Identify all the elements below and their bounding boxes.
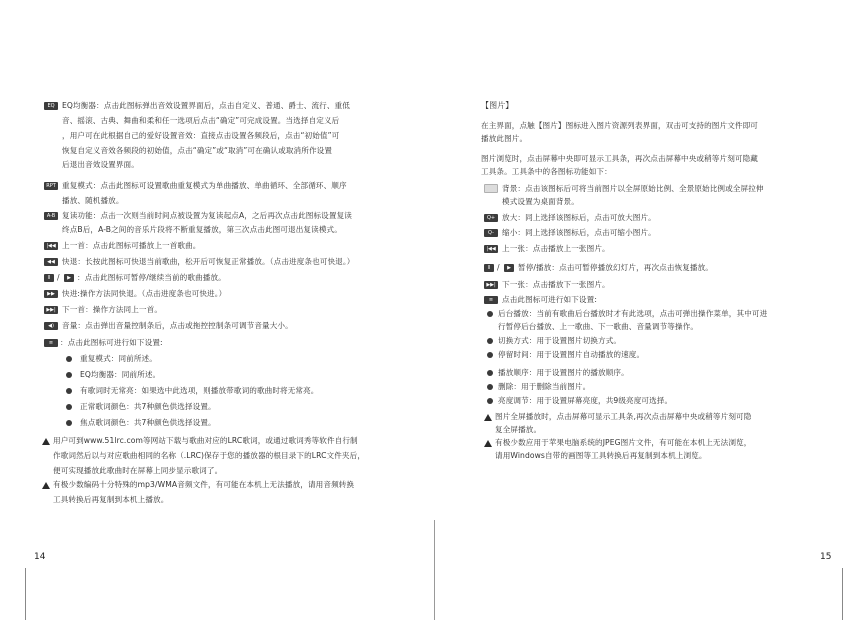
background-text-2: 模式设置为桌面背景。 xyxy=(502,197,579,206)
zoom-out-icon: Q- xyxy=(484,229,498,237)
previous-track-icon: |◀◀ xyxy=(44,242,58,250)
slash-text: / xyxy=(57,273,60,282)
prev-text: 上一首：点击此图标可播放上一首歌曲。 xyxy=(62,241,201,250)
repeat-icon: RPT xyxy=(44,182,58,190)
settings-item-3: 有歌词时无常亮：如果选中此选项，则播放带歌词的歌曲时将无常亮。 xyxy=(80,386,319,395)
pic-settings-item-6: 亮度调节：用于设置屏幕亮度，共9级亮度可选择。 xyxy=(498,396,673,405)
pic-pause-text: 暂停/播放：点击可暂停播放幻灯片，再次点击恢复播放。 xyxy=(518,263,713,272)
eq-text-4: 恢复自定义音效各频段的初始值，点击“确定”或“取消”可在确认或取消所作设置 xyxy=(62,146,333,155)
page-number: 14 xyxy=(34,552,46,562)
repeat-text-2: 播放、随机播放。 xyxy=(62,196,124,205)
picture-settings-icon: ≡ xyxy=(484,296,498,304)
previous-picture-icon: |◀◀ xyxy=(484,245,498,253)
slash-text: / xyxy=(497,263,500,272)
pic-settings-item-2: 切换方式：用于设置图片切换方式。 xyxy=(498,336,622,345)
next-track-icon: ▶▶| xyxy=(44,306,58,314)
forward-text: 快进:操作方法同快退。（点击进度条也可快进。） xyxy=(62,289,227,298)
warning-icon xyxy=(484,440,492,447)
settings-icon: ≡ xyxy=(44,339,58,347)
bullet-icon xyxy=(487,398,493,404)
picture-play-icon: ▶ xyxy=(504,264,514,272)
volume-icon: ◀) xyxy=(44,322,58,330)
warning-icon xyxy=(484,414,492,421)
left-margin-line xyxy=(25,568,26,620)
ab-text-2: 终点B后，A-B之间的音乐片段将不断重复播放，第三次点击此图可退出复读模式。 xyxy=(62,225,342,234)
eq-text-2: 音、摇滚、古典、舞曲和柔和任一选项后点击“确定”可完成设置。当选择自定义后 xyxy=(62,116,340,125)
rewind-text: 快退：长按此图标可快退当前歌曲，松开后可恢复正常播放。（点击进度条也可快退。） xyxy=(62,257,355,266)
rewind-icon: ◀◀ xyxy=(44,258,58,266)
pause-text: ：点击此图标可暂停/继续当前的歌曲播放。 xyxy=(77,273,226,282)
bullet-icon xyxy=(66,420,72,426)
pause-icon: II xyxy=(44,274,54,282)
eq-text-3: ，用户可在此根据自己的爱好设置音效：直接点击设置各频段后，点击“初始值”可 xyxy=(62,131,340,140)
background-text-1: 背景：点击该图标后可将当前图片以全屏原始比例、全景原始比例或全屏拉伸 xyxy=(502,184,764,193)
right-page xyxy=(434,0,868,620)
settings-item-4: 正常歌词颜色：共7种颜色供选择设置。 xyxy=(80,402,216,411)
note1-text-2: 作歌词然后以与对应歌曲相同的名称（.LRC)保存于您的播放器的根目录下的LRC文件夹后， xyxy=(53,451,366,460)
note2-text-1: 有极少数编码十分特殊的mp3/WMA音频文件，有可能在本机上无法播放，请用音频转换 xyxy=(53,480,355,489)
bullet-icon xyxy=(66,388,72,394)
note1-text-1: 用户可到www.51lrc.com等网站下载与歌曲对应的LRC歌词，或通过歌词秀等软件自行制 xyxy=(53,436,358,445)
play-icon: ▶ xyxy=(64,274,74,282)
zoom-in-text: 放大：同上选择该图标后，点击可放大图片。 xyxy=(502,213,656,222)
pic-settings-item-4: 播放顺序：用于设置图片的播放顺序。 xyxy=(498,368,629,377)
note1-text-3: 便可实现播放此歌曲时在屏幕上同步显示歌词了。 xyxy=(53,466,223,475)
pic-settings-item-3: 停留时间：用于设置图片自动播放的速度。 xyxy=(498,350,645,359)
ab-text-1: 复读功能：点击一次则当前时间点被设置为复读起点A，之后再次点击此图标设置复读 xyxy=(62,211,352,220)
repeat-text-1: 重复模式：点击此图标可设置歌曲重复模式为单曲播放、单曲循环、全部循环、顺序 xyxy=(62,181,347,190)
bullet-icon xyxy=(487,338,493,344)
settings-item-5: 焦点歌词颜色：共7种颜色供选择设置。 xyxy=(80,418,216,427)
pic-settings-text: 点击此图标可进行如下设置: xyxy=(502,295,597,304)
zoom-in-icon: Q+ xyxy=(484,214,498,222)
pic-next-text: 下一张：点击播放下一张图片。 xyxy=(502,280,610,289)
next-text: 下一首：操作方法同上一首。 xyxy=(62,305,163,314)
intro-text-2: 播放此图片。 xyxy=(481,134,528,143)
bullet-icon xyxy=(66,404,72,410)
pic-note2-text-2: 请用Windows自带的画图等工具转换后再复制到本机上浏览。 xyxy=(495,451,707,460)
section-title: 【图片】 xyxy=(481,101,514,110)
intro-text-1: 在主界面，点触【图片】图标进入图片资源列表界面，双击可支持的图片文件即可 xyxy=(481,121,758,130)
settings-text: ：点击此图标可进行如下设置: xyxy=(60,338,163,347)
picture-pause-icon: II xyxy=(484,264,494,272)
pic-note2-text-1: 有极少数应用于苹果电脑系统的JPEG图片文件，有可能在本机上无法浏览， xyxy=(495,438,752,447)
page-number: 15 xyxy=(820,552,832,562)
warning-icon xyxy=(42,482,50,489)
fast-forward-icon: ▶▶ xyxy=(44,290,58,298)
note2-text-2: 工具转换后再复制到本机上播放。 xyxy=(53,495,169,504)
ab-repeat-icon: A-B xyxy=(44,212,58,220)
warning-icon xyxy=(42,438,50,445)
bullet-icon xyxy=(487,384,493,390)
pic-settings-item-1b: 行暂停后台播放、上一歌曲、下一歌曲、音量调节等操作。 xyxy=(498,322,699,331)
next-picture-icon: ▶▶| xyxy=(484,281,498,289)
eq-text-1: EQ均衡器：点击此图标弹出音效设置界面后，点击自定义、普通、爵士、流行、重低 xyxy=(62,101,350,110)
pic-prev-text: 上一张：点击播放上一张图片。 xyxy=(502,244,610,253)
bullet-icon xyxy=(66,356,72,362)
eq-icon: EQ xyxy=(44,102,58,110)
background-icon xyxy=(484,184,498,193)
right-margin-line xyxy=(842,568,843,620)
pic-settings-item-1a: 后台播放：当前有歌曲后台播放时才有此选项，点击可弹出操作菜单，其中可进 xyxy=(498,309,768,318)
pic-settings-item-5: 删除：用于删除当前图片。 xyxy=(498,382,591,391)
bullet-icon xyxy=(487,370,493,376)
bullet-icon xyxy=(487,311,493,317)
browse-text-1: 图片浏览时，点击屏幕中央即可显示工具条，再次点击屏幕中央或稍等片刻可隐藏 xyxy=(481,154,758,163)
zoom-out-text: 缩小：同上选择该图标后，点击可缩小图片。 xyxy=(502,228,656,237)
eq-text-5: 后退出音效设置界面。 xyxy=(62,160,139,169)
volume-text: 音量：点击弹出音量控制条后，点击或拖控控制条可调节音量大小。 xyxy=(62,321,293,330)
bullet-icon xyxy=(487,352,493,358)
browse-text-2: 工具条。工具条中的各图标功能如下： xyxy=(481,167,612,176)
settings-item-2: EQ均衡器：同前所述。 xyxy=(80,370,161,379)
pic-note1-text-2: 复全屏播放。 xyxy=(495,425,542,434)
page-fold xyxy=(434,520,435,620)
pic-note1-text-1: 图片全屏播放时，点击屏幕可显示工具条,再次点击屏幕中央或稍等片刻可隐 xyxy=(495,412,752,421)
settings-item-1: 重复模式：同前所述。 xyxy=(80,354,157,363)
bullet-icon xyxy=(66,372,72,378)
